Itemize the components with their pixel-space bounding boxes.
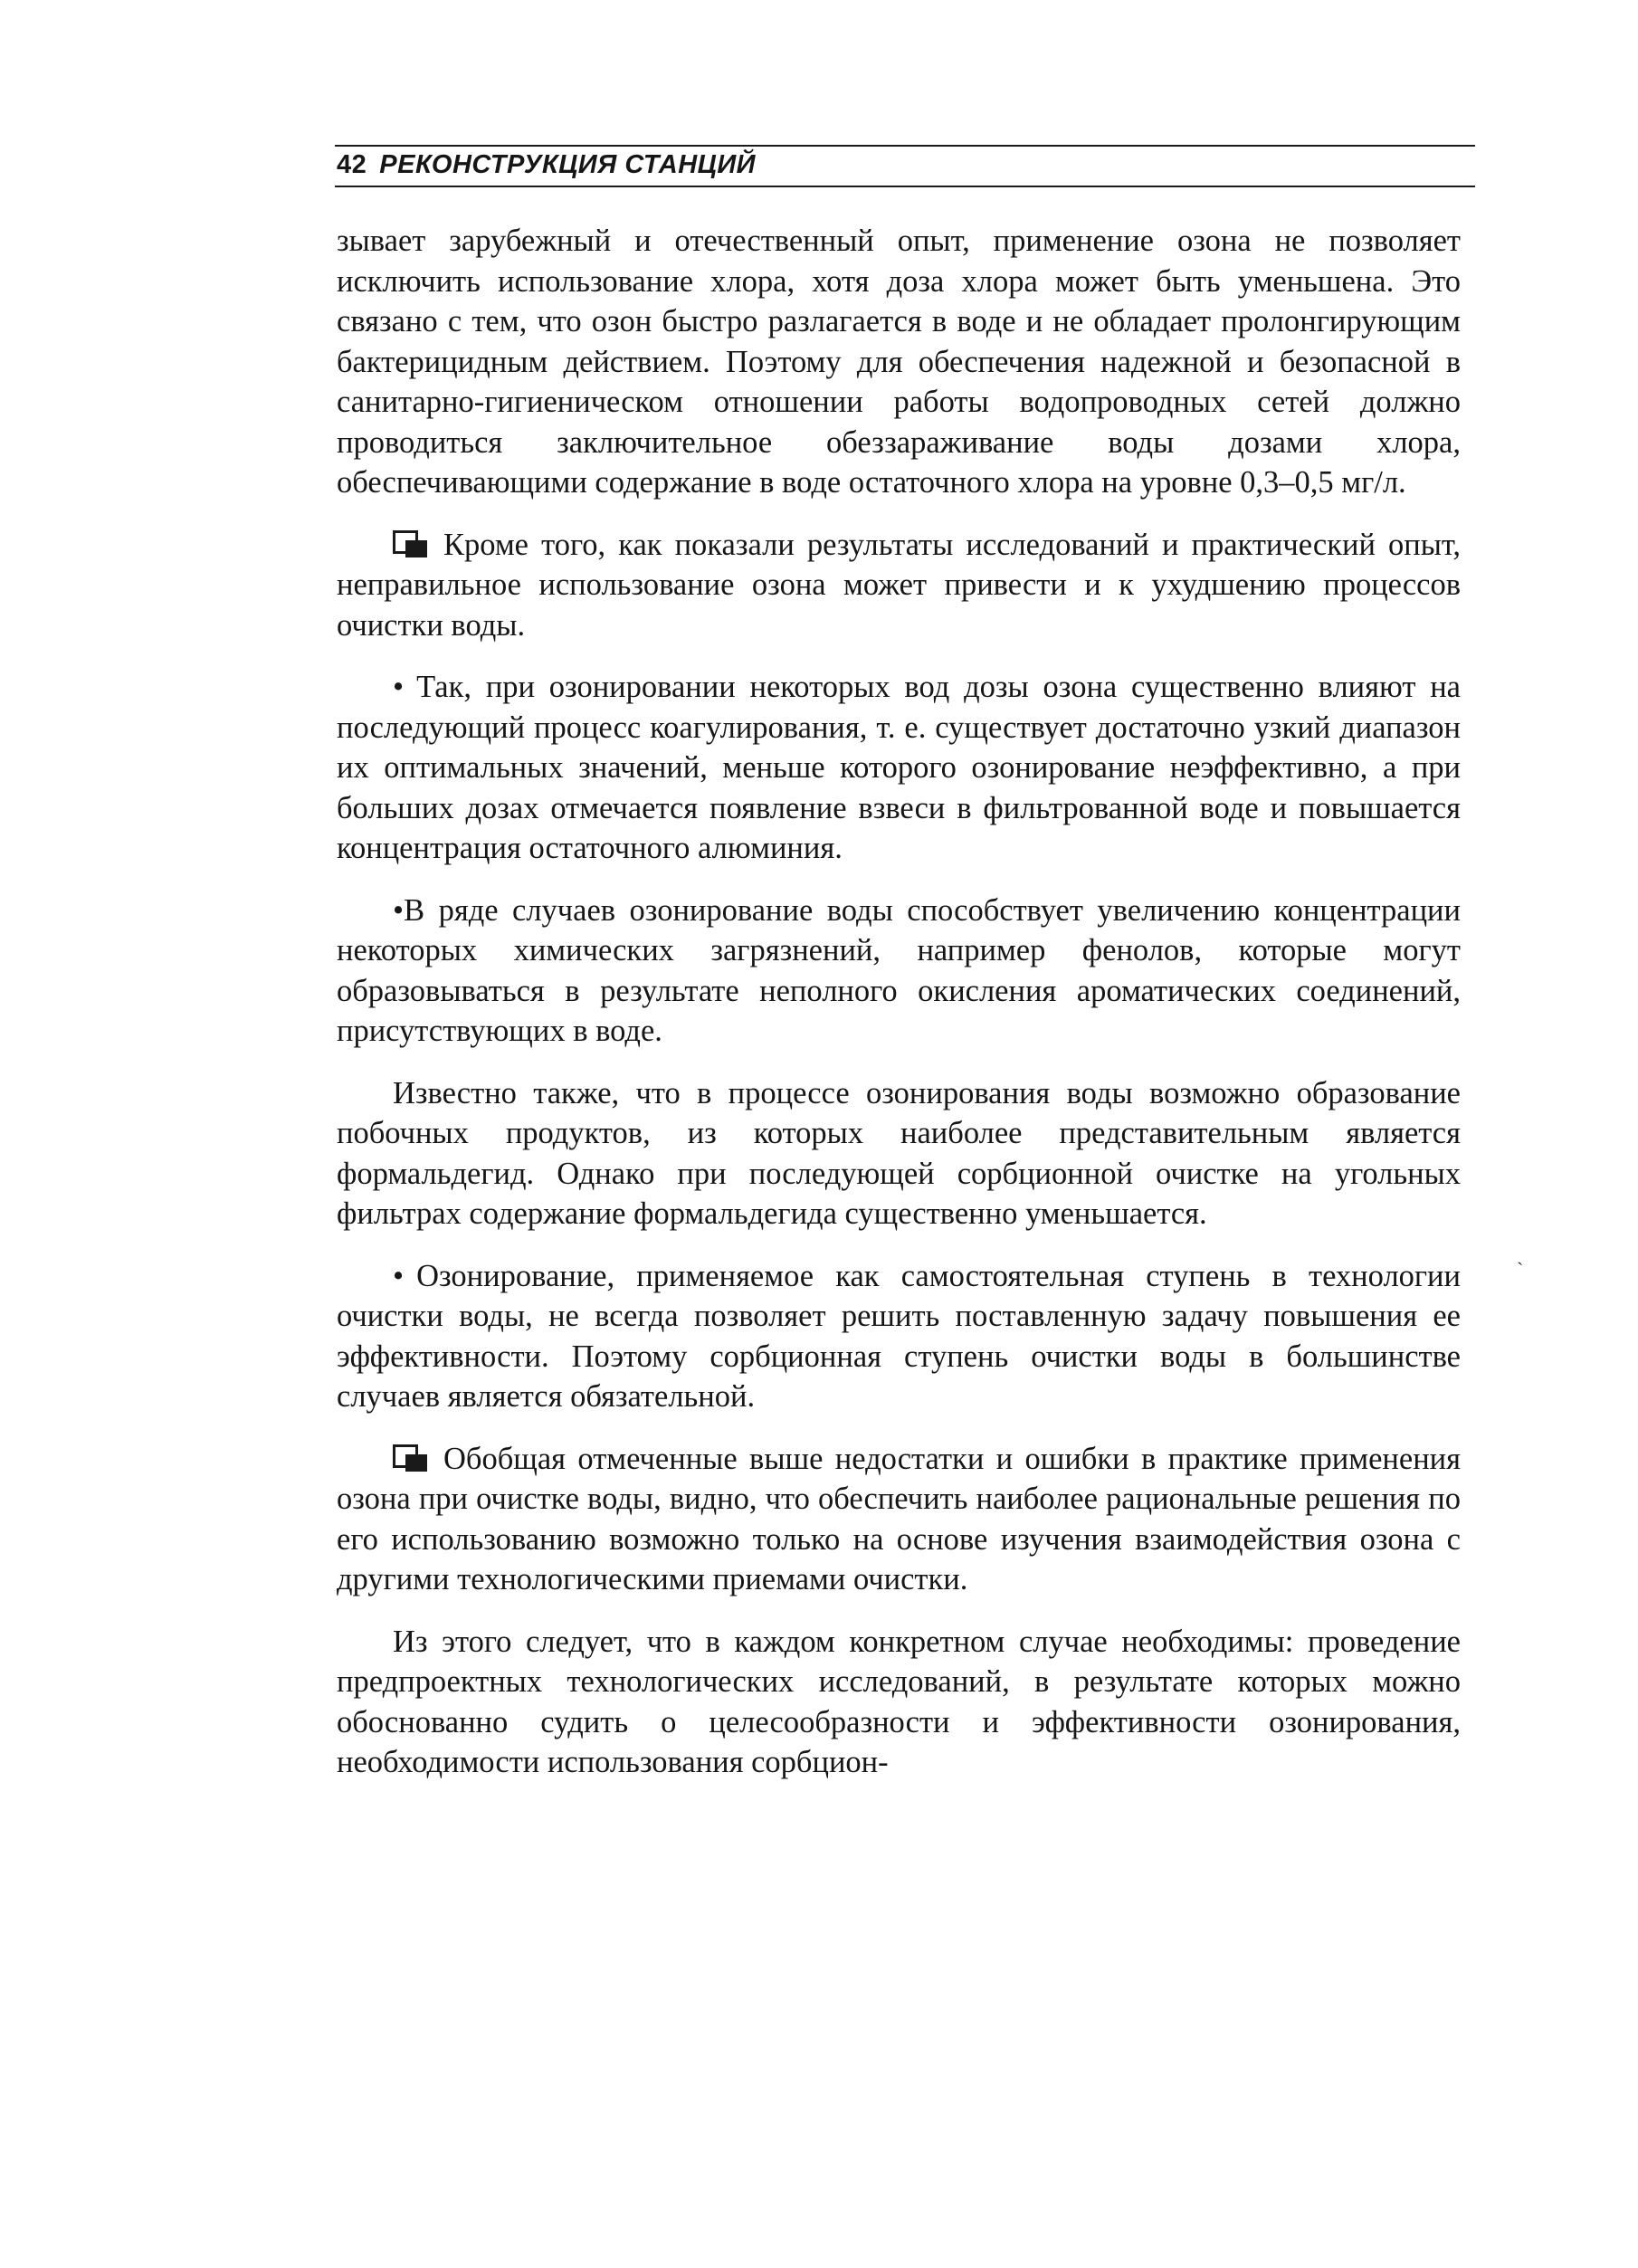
paragraph-8: Из этого следует, что в каждом конкретном случае необходимы: проведение предпроектных технологических исследований, в результате которых можно обоснованно судить о целесообразности и эффективности озонирования, необходимости использования сорбцион- (337, 1624, 1461, 1779)
section-title: РЕКОНСТРУКЦИЯ СТАНЦИЙ (379, 150, 757, 179)
paragraph-marker-icon (393, 530, 429, 557)
paragraph-6-text: Озонирование, применяемое как самостоятельная ступень в технологии очистки воды, не всегда позволяет решить поставленную задачу повышения ее эффективности. Поэтому сорбционная ступень очистки воды в большинстве случаев является обязательной. (337, 1258, 1461, 1414)
paragraph-4-text: В ряде случаев озонирование воды способствует увеличению концентрации некоторых химических загрязнений, например фенолов, которые могут образовываться в результате неполного окисления ароматических соединений, присутствующих в воде. (337, 892, 1461, 1048)
margin-speck: ˏ (1517, 1243, 1524, 1265)
bullet-icon: • (393, 670, 405, 704)
paragraph-2 (337, 525, 1461, 646)
header-top-rule (335, 145, 1475, 147)
bullet-icon: • (393, 892, 405, 928)
paragraph-1: зывает зарубежный и отечественный опыт, применение озона не позволяет исключить использование хлора, хотя доза хлора может быть уменьшена. Это связано с тем, что озон быстро разлагается в воде и не обладает пролонгирующим бактерицидным действием. Поэтому для обеспечения надежной и безопасной в санитарно-гигиеническом отношении работы водопроводных сетей должно проводиться заключительное обеззараживание воды дозами хлора, обеспечивающими содержание в воде остаточного хлора на уровне 0,3–0,5 мг/л. (337, 224, 1461, 500)
paragraph-marker-icon (393, 1444, 429, 1472)
paragraph-7-text: Обобщая отмеченные выше недостатки и ошибки в практике применения озона при очистке воды, видно, что обеспечить наиболее рациональные решения по его использованию возможно только на основе изучения взаимодействия озона с другими технологическими приемами очистки. (337, 1441, 1461, 1596)
paragraph-6 (337, 1256, 1461, 1417)
paragraph-7 (337, 1439, 1461, 1600)
paragraph-3 (337, 667, 1461, 869)
paragraph-4 (337, 891, 1461, 1052)
paragraph-5: Известно также, что в процессе озонирования воды возможно образование побочных продуктов, из которых наиболее представительным является формальдегид. Однако при последующей сорбционной очистке на угольных фильтрах содержание формальдегида существенно уменьшается. (337, 1075, 1461, 1231)
page-number: 42 (337, 150, 367, 179)
bullet-icon: • (393, 1258, 405, 1293)
header-bottom-rule (335, 186, 1475, 187)
paragraph-2-text: Кроме того, как показали результаты исследований и практический опыт, неправильное использование озона может привести и к ухудшению процессов очистки воды. (337, 527, 1461, 643)
body-text (337, 221, 1461, 1783)
paragraph-3-text: Так, при озонировании некоторых вод дозы озона существенно влияют на последующий процесс коагулирования, т. е. существует достаточно узкий диапазон их оптимальных значений, меньше которого озонирование неэффективно, а при больших дозах отмечается появление взвеси в фильтрованной воде и повышается концентрация остаточного алюминия. (337, 670, 1461, 865)
running-head (337, 150, 756, 180)
